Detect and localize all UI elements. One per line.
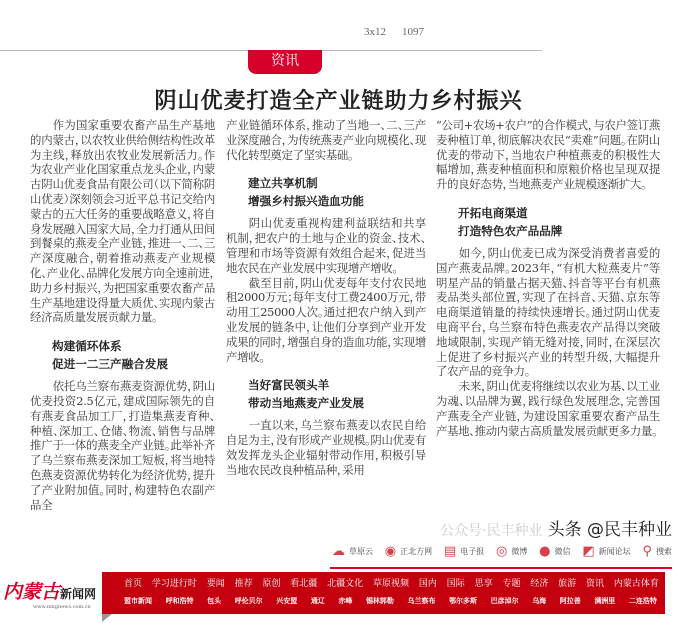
subheading-line: 打造特色农产品品牌 — [458, 223, 563, 238]
subnav-item[interactable]: 二连浩特 — [628, 597, 657, 605]
site-logo[interactable] — [3, 577, 96, 610]
link-wechat[interactable] — [539, 544, 570, 559]
nav-item[interactable]: 内蒙古体育 — [613, 579, 659, 589]
wechat-watermark: 公众号·民丰种业 — [440, 523, 543, 539]
link-label: 新闻论坛 — [598, 547, 631, 556]
logo-url: www.nmgnews.com.cn — [33, 604, 91, 610]
subnav-item[interactable]: 包头 — [207, 597, 222, 605]
nav-item[interactable]: 北疆文化 — [327, 579, 364, 589]
paragraph: 如今，阴山优麦已成为深受消费者喜爱的国产燕麦品牌。2023年，“有机大粒燕麦片”等明星产品的销量占据天猫、抖音等平台有机燕麦品类头部位置，实现了在抖音、天猫、京东等电商渠道销量的持续快速增长。通过阴山优麦电商平台，乌兰察布特色燕麦农产品得以突破地域限制，实现产销无缝对接，同时，在深层次上促进了乡村振兴产业的转型升级，大幅提升了农产品的竞争力。 — [436, 245, 660, 379]
subnav-item[interactable]: 锡林郭勒 — [365, 597, 394, 605]
link-search[interactable] — [642, 544, 672, 559]
link-label: 电子报 — [460, 547, 485, 556]
paragraph: 阴山优麦重视构建利益联结和共享机制，把农户的土地与企业的资金、技术、管理和市场等资源有效组合起来，促进当地农民在产业发展中实现增产增收。 — [226, 216, 426, 275]
subnav-row — [102, 589, 665, 606]
main-nav — [102, 572, 665, 614]
link-zhengbeifang[interactable] — [385, 544, 432, 559]
section-tag: 资讯 — [248, 50, 322, 74]
link-label: 正北方网 — [400, 547, 433, 556]
subnav-item[interactable]: 盟市新闻 — [124, 597, 152, 605]
site-links — [332, 544, 672, 559]
column-3 — [436, 118, 660, 438]
link-label: 搜索 — [655, 547, 672, 556]
paragraph: 产业链循环体系，推动了当地一、二、三产业深度融合，为传统燕麦产业向规模化、现代化转型奠定了坚实基础。 — [226, 118, 426, 162]
search-icon: ⚲ — [642, 544, 652, 559]
subheading — [458, 204, 660, 240]
subheading-line: 当好富民领头羊 — [248, 378, 330, 393]
article-title: 阴山优麦打造全产业链助力乡村振兴 — [154, 89, 523, 114]
toutiao-watermark: 头条 @民丰种业 — [547, 520, 672, 540]
watermarks — [440, 515, 672, 540]
divider — [330, 567, 672, 569]
subnav-item[interactable]: 呼和浩特 — [165, 597, 194, 605]
paragraph: 依托乌兰察布燕麦资源优势，阴山优麦投资2.5亿元，建成国际领先的自有燕麦食品加工厂，打造集燕麦育种、种植、深加工、仓储、物流、销售与品牌推广于一体的燕麦全产业链。此举补齐了乌兰察布燕麦深加工短板，将当地特色燕麦资源优势转化为经济优势，提升了产业附加值。同时，构建特色农副产品全 — [30, 379, 215, 512]
link-label: 草原云 — [349, 547, 373, 556]
nav-item[interactable]: 国际 — [446, 579, 465, 589]
subheading — [248, 376, 426, 412]
issue-meta — [364, 26, 440, 38]
nav-item[interactable]: 旅游 — [558, 579, 577, 589]
nav-item[interactable]: 推荐 — [234, 579, 253, 589]
subnav-item[interactable]: 赤峰 — [338, 597, 353, 605]
nav-item[interactable]: 看北疆 — [290, 579, 318, 589]
nav-item[interactable]: 思享 — [474, 579, 493, 589]
subnav-item[interactable]: 阿拉善 — [559, 597, 581, 605]
wechat-icon: ● — [539, 544, 551, 559]
weibo-icon: ◎ — [496, 544, 508, 559]
newspaper-icon: ▤ — [443, 544, 457, 559]
link-label: 微信 — [554, 547, 571, 556]
subheading-line: 构建循环体系 — [52, 339, 122, 354]
paragraph: 未来，阴山优麦将继续以农业为基、以工业为魂、以品牌为翼，践行绿色发展理念，完善国产燕麦全产业链，为建设国家重要农畜产品生产基地、推动内蒙古高质量发展贡献更多力量。 — [436, 379, 660, 438]
paragraph: 作为国家重要农畜产品生产基地的内蒙古，以农牧业供给侧结构性改革为主线，释放出农牧业发展新活力。作为农业产业化国家重点龙头企业，内蒙古阴山优麦食品有限公司（以下简称阴山优麦）深刻领会习近平总书记交给内蒙古的五大任务的重要战略意义，将自身发展融入国家大局，全力打通从田间到餐桌的燕麦全产业链，推进一、二、三产深度融合，朝着推动燕麦产业规模化、产业化、品牌化发展方向全速前进，助力乡村振兴，为把国家重要农畜产品生产基地建设得量大质优、实现内蒙古经济高质量发展贡献力量。 — [30, 118, 215, 325]
subheading-line: 开拓电商渠道 — [458, 205, 528, 220]
link-label: 微博 — [511, 547, 528, 556]
paragraph: 截至目前，阴山优麦每年支付农民地租2000万元；每年支付工费2400万元，带动用工25000人次。通过把农户纳入到产业发展的链条中，让他们分享到产业开发成果的同时，增强自身的造血功能，实现增产增收。 — [226, 275, 426, 364]
subheading-line: 建立共享机制 — [248, 176, 318, 191]
subnav-item[interactable]: 呼伦贝尔 — [234, 597, 263, 605]
cloud-icon: ☁ — [332, 544, 345, 559]
nav-fold — [102, 614, 112, 622]
link-epaper[interactable] — [444, 544, 484, 559]
subnav-item[interactable]: 通辽 — [310, 597, 325, 605]
subheading-line: 增强乡村振兴造血功能 — [248, 194, 364, 209]
subnav-item[interactable]: 乌海 — [532, 597, 547, 605]
nav-item[interactable]: 资讯 — [586, 579, 605, 589]
paragraph: 一直以来，乌兰察布燕麦以农民自给自足为主，没有形成产业规模。阴山优麦有效发挥龙头企业辐射带动作用，积极引导当地农民改良种植品种，采用 — [226, 418, 426, 477]
nav-item[interactable]: 草原视频 — [373, 579, 410, 589]
paragraph: “公司+农场+农户”的合作模式，与农户签订燕麦种植订单，彻底解决农民“卖难”问题。在阴山优麦的带动下，当地农户种植燕麦的积极性大幅增加，燕麦种植面积和原粮价格也呈现双提升的良好态势，当地燕麦产业规模逐渐扩大。 — [436, 118, 660, 192]
subheading — [248, 174, 426, 210]
subnav-item[interactable]: 乌兰察布 — [407, 597, 436, 605]
subheading — [52, 337, 215, 373]
nav-item[interactable]: 原创 — [262, 579, 281, 589]
nav-item[interactable]: 首页 — [124, 579, 143, 589]
subheading-line: 促进一二三产融合发展 — [52, 357, 168, 372]
link-cloud[interactable] — [332, 544, 373, 559]
subnav-item[interactable]: 满洲里 — [594, 597, 616, 605]
logo-name: 内蒙古 — [3, 581, 61, 603]
size-label: 3x12 — [364, 26, 386, 38]
column-2 — [226, 118, 426, 478]
nav-item[interactable]: 专题 — [502, 579, 521, 589]
column-1 — [30, 118, 215, 512]
nav-item[interactable]: 要闻 — [206, 579, 225, 589]
forum-icon: ◩ — [582, 544, 595, 559]
logo-suffix: 新闻网 — [60, 587, 97, 601]
zhengbeifang-icon: ◉ — [384, 544, 397, 559]
nav-item[interactable]: 国内 — [418, 579, 437, 589]
subheading-line: 带动当地燕麦产业发展 — [248, 396, 364, 411]
count-label: 1097 — [402, 26, 424, 38]
subnav-item[interactable]: 巴彦淖尔 — [490, 597, 519, 605]
link-forum[interactable] — [582, 544, 630, 559]
nav-item[interactable]: 经济 — [530, 579, 549, 589]
nav-item[interactable]: 学习进行时 — [151, 579, 197, 589]
subnav-item[interactable]: 鄂尔多斯 — [449, 597, 478, 605]
link-weibo[interactable] — [496, 544, 527, 559]
nav-row — [102, 572, 665, 589]
subnav-item[interactable]: 兴安盟 — [276, 597, 298, 605]
